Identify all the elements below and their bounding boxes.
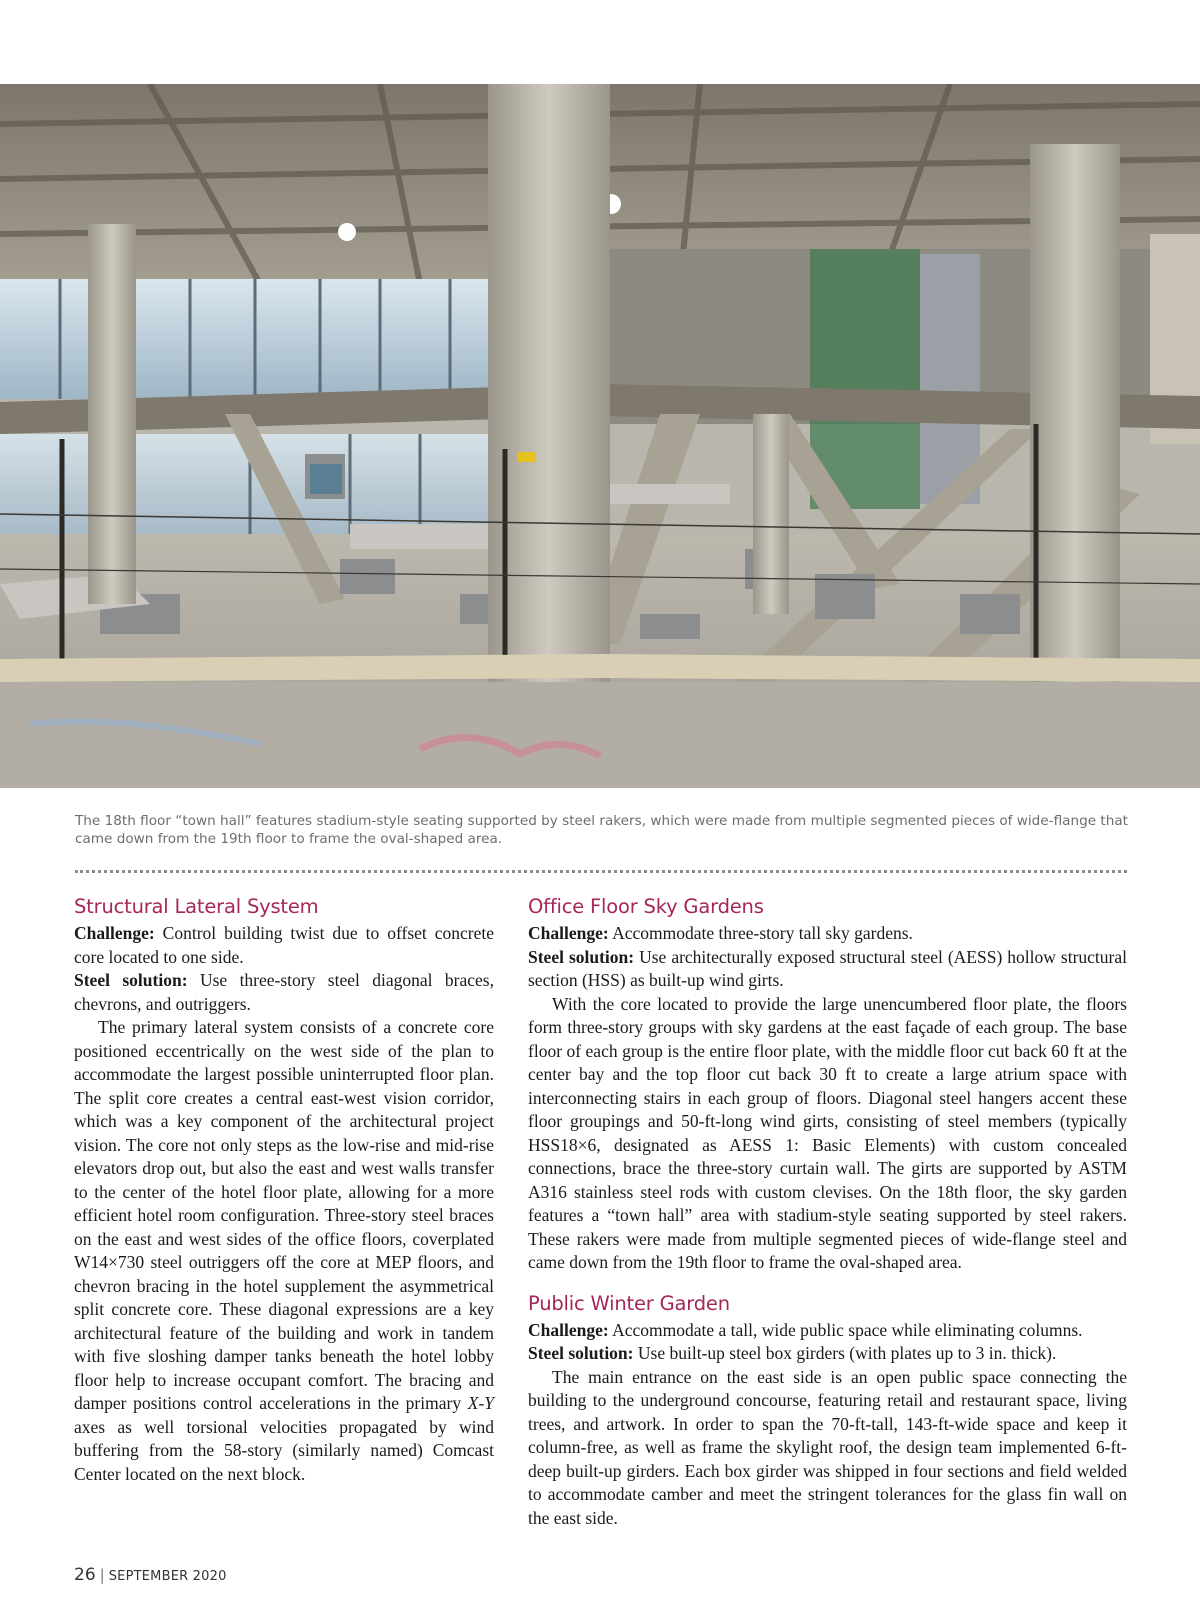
- right-column: [528, 894, 1127, 1530]
- challenge-label: Challenge:: [528, 923, 609, 943]
- issue-date: SEPTEMBER 2020: [108, 1569, 227, 1584]
- challenge-text: Accommodate a tall, wide public space while eliminating columns.: [608, 1319, 1083, 1340]
- footer-separator: |: [99, 1566, 105, 1584]
- body-text-part-1: The primary lateral system consists of a concrete core positioned eccentrically on the west side of the plan to accommodate the largest possible uninterrupted floor plan. The split core creates a central east-west vision corridor, which was a key component of the architectural project vision. The core not only steps as the low-rise and mid-rise elevators drop out, but also the east and west walls transfer to the center of the hotel floor plate, allowing for a more efficient hotel room configuration. Three-story steel braces on the east and west sides of the office floors, coverplated W14×730 steel outriggers off the core at MEP floors, and chevron bracing in the hotel supplement the asymmetrical split concrete core. These diagonal expressions are a key architectural feature of the building and work in tandem with five sloshing damper tanks beneath the hotel lobby floor help to increase occupant comfort. The bracing and damper positions control accelerations in the primary: [74, 1017, 494, 1413]
- challenge-text: Accommodate three-story tall sky gardens.: [608, 923, 913, 943]
- section-heading-office-floor-sky-gardens: Office Floor Sky Gardens: [528, 895, 764, 918]
- body-text-part-2: axes as well torsional velocities propagated by wind buffering from the 58-story (similarly named) Comcast Center located on the next block.: [74, 1416, 494, 1484]
- challenge-paragraph: [528, 1319, 1127, 1343]
- challenge-paragraph: [74, 922, 494, 969]
- section-heading-public-winter-garden: Public Winter Garden: [528, 1291, 730, 1315]
- solution-paragraph: [528, 946, 1127, 993]
- solution-text: Use architecturally exposed structural steel (AESS) hollow structural section (HSS) as built-up wind girts.: [528, 946, 1127, 990]
- section-heading-structural-lateral-system: Structural Lateral System: [74, 895, 319, 918]
- challenge-paragraph: [528, 922, 1127, 946]
- xy-axes-term: X-Y: [467, 1393, 494, 1413]
- solution-text: Use built-up steel box girders (with plates up to 3 in. thick).: [633, 1343, 1057, 1363]
- body-paragraph: The main entrance on the east side is an open public space connecting the building to the underground concourse, featuring retail and restaurant space, living trees, and artwork. In order to span the 70-ft-tall, 143-ft-wide space and keep it column-free, as well as frame the skylight roof, the design team implemented 6-ft-deep built-up girders. Each box girder was shipped in four sections and field welded to accommodate camber and meet the stringent tolerances for the glass fin wall on the east side.: [528, 1366, 1127, 1528]
- solution-label: Steel solution:: [74, 970, 188, 990]
- page-footer: [74, 1565, 227, 1585]
- photo-caption: The 18th floor “town hall” features stadium-style seating supported by steel rakers, which were made from multiple segmented pieces of wide-flange that came down from the 19th floor to frame the oval-shaped area.: [75, 813, 1128, 847]
- solution-paragraph: [74, 969, 494, 1016]
- body-paragraph: With the core located to provide the large unencumbered floor plate, the floors form three-story groups with sky gardens at the east façade of each group. The base floor of each group is the entire floor plate, with the middle floor cut back 60 ft at the center bay and the top floor cut back 30 ft to create a large atrium space with interconnecting stairs in each group of floors. Diagonal steel hangers accent these floor groupings and 50-ft-long wind girts, consisting of steel members (typically HSS18×6, designated as AESS 1: Basic Elements) with custom concealed connections, brace the three-story curtain wall. The girts are supported by ASTM A316 stainless steel rods with custom clevises. On the 18th floor, the sky garden features a “town hall” area with stadium-style seating supported by steel rakers. These rakers were made from multiple segmented pieces of wide-flange steel and came down from the 19th floor to frame the oval-shaped area.: [528, 993, 1127, 1272]
- dotted-divider: [75, 870, 1127, 873]
- challenge-label: Challenge:: [528, 1319, 609, 1340]
- body-paragraph: [74, 1016, 494, 1486]
- left-column: [74, 894, 494, 1486]
- photo-illustration: [0, 84, 1200, 788]
- solution-text: Use three-story steel diagonal braces, chevrons, and outriggers.: [74, 970, 494, 1014]
- solution-label: Steel solution:: [528, 1343, 634, 1363]
- page-number: 26: [74, 1565, 96, 1585]
- solution-paragraph: [528, 1342, 1127, 1366]
- challenge-text: Control building twist due to offset concrete core located to one side.: [74, 923, 494, 967]
- construction-interior-photo: [0, 84, 1200, 788]
- solution-label: Steel solution:: [528, 946, 635, 967]
- challenge-label: Challenge:: [74, 923, 155, 943]
